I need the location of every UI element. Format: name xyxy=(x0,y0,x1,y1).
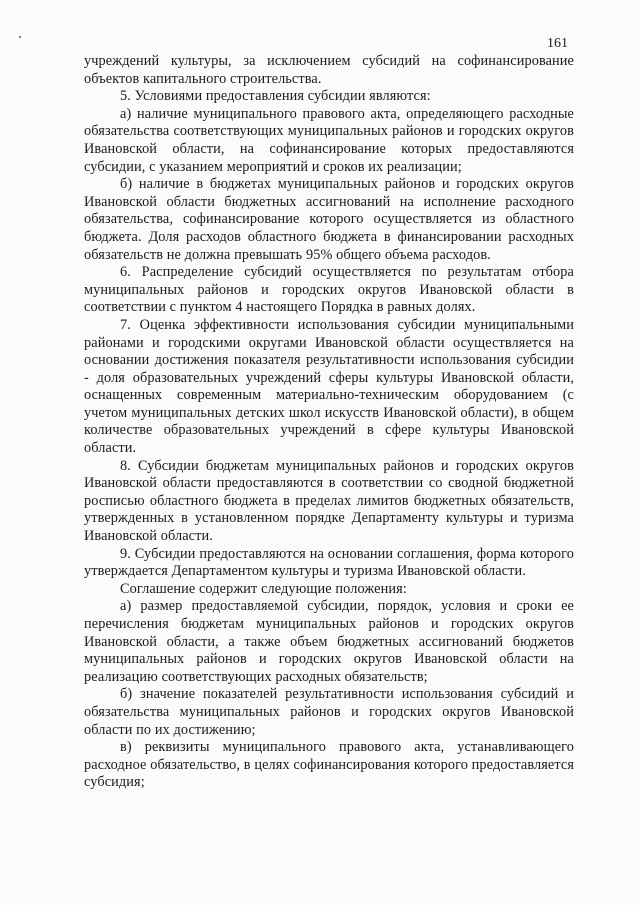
scan-speck xyxy=(19,36,21,38)
paragraph-clause-7: 7. Оценка эффективности использования субсидии муниципальными районами и городскими округами Ивановской области осуществляется на основании достижения показателя результативности использования субсидии - доля образовательных учреждений сферы культуры Ивановской области, оснащенных современным материально-техническим оборудованием (с учетом муниципальных детских школ искусств Ивановской области), в общем количестве образовательных учреждений в сфере культуры Ивановской области. xyxy=(84,316,574,457)
document-body xyxy=(84,53,574,792)
paragraph-clause-5a: а) наличие муниципального правового акта, определяющего расходные обязательства соответствующих муниципальных районов и городских округов Ивановской области, на софинансирование которых предоставляются субсидии, с указанием мероприятий и сроков их реализации; xyxy=(84,105,574,175)
paragraph-agreement-a: а) размер предоставляемой субсидии, порядок, условия и сроки ее перечисления бюджетам муниципальных районов и городских округов Ивановской области, а также объем бюджетных ассигнований бюджетов муниципальных районов и городских округов Ивановской области на реализацию соответствующих расходных обязательств; xyxy=(84,598,574,685)
paragraph-continuation: учреждений культуры, за исключением субсидий на софинансирование объектов капитального строительства. xyxy=(84,53,574,87)
paragraph-clause-8: 8. Субсидии бюджетам муниципальных районов и городских округов Ивановской области предоставляются в соответствии со сводной бюджетной росписью областного бюджета в пределах лимитов бюджетных обязательств, утвержденных в установленном порядке Департаменту культуры и туризма Ивановской области. xyxy=(84,457,574,545)
paragraph-clause-9: 9. Субсидии предоставляются на основании соглашения, форма которого утверждается Департаментом культуры и туризма Ивановской области. xyxy=(84,545,574,580)
paragraph-agreement-c: в) реквизиты муниципального правового акта, устанавливающего расходное обязательство, в целях софинансирования которого предоставляется субсидия; xyxy=(84,739,574,791)
paragraph-clause-5: 5. Условиями предоставления субсидии являются: xyxy=(120,88,431,105)
page-number: 161 xyxy=(547,36,568,51)
paragraph-clause-5b: б) наличие в бюджетах муниципальных районов и городских округов Ивановской области бюджетных ассигнований на исполнение расходного обязательства, софинансирование которого осуществляется из областного бюджета. Доля расходов областного бюджета в финансировании расходных обязательств не должна превышать 95% общего объема расходов. xyxy=(84,176,574,263)
paragraph-clause-6: 6. Распределение субсидий осуществляется по результатам отбора муниципальных районов и городских округов Ивановской области в соответствии с пунктом 4 настоящего Порядка в равных долях. xyxy=(84,264,574,316)
paragraph-agreement-b: б) значение показателей результативности использования субсидий и обязательства муниципальных районов и городских округов Ивановской области по их достижению; xyxy=(84,686,574,738)
paragraph-agreement-intro: Соглашение содержит следующие положения: xyxy=(120,580,407,597)
